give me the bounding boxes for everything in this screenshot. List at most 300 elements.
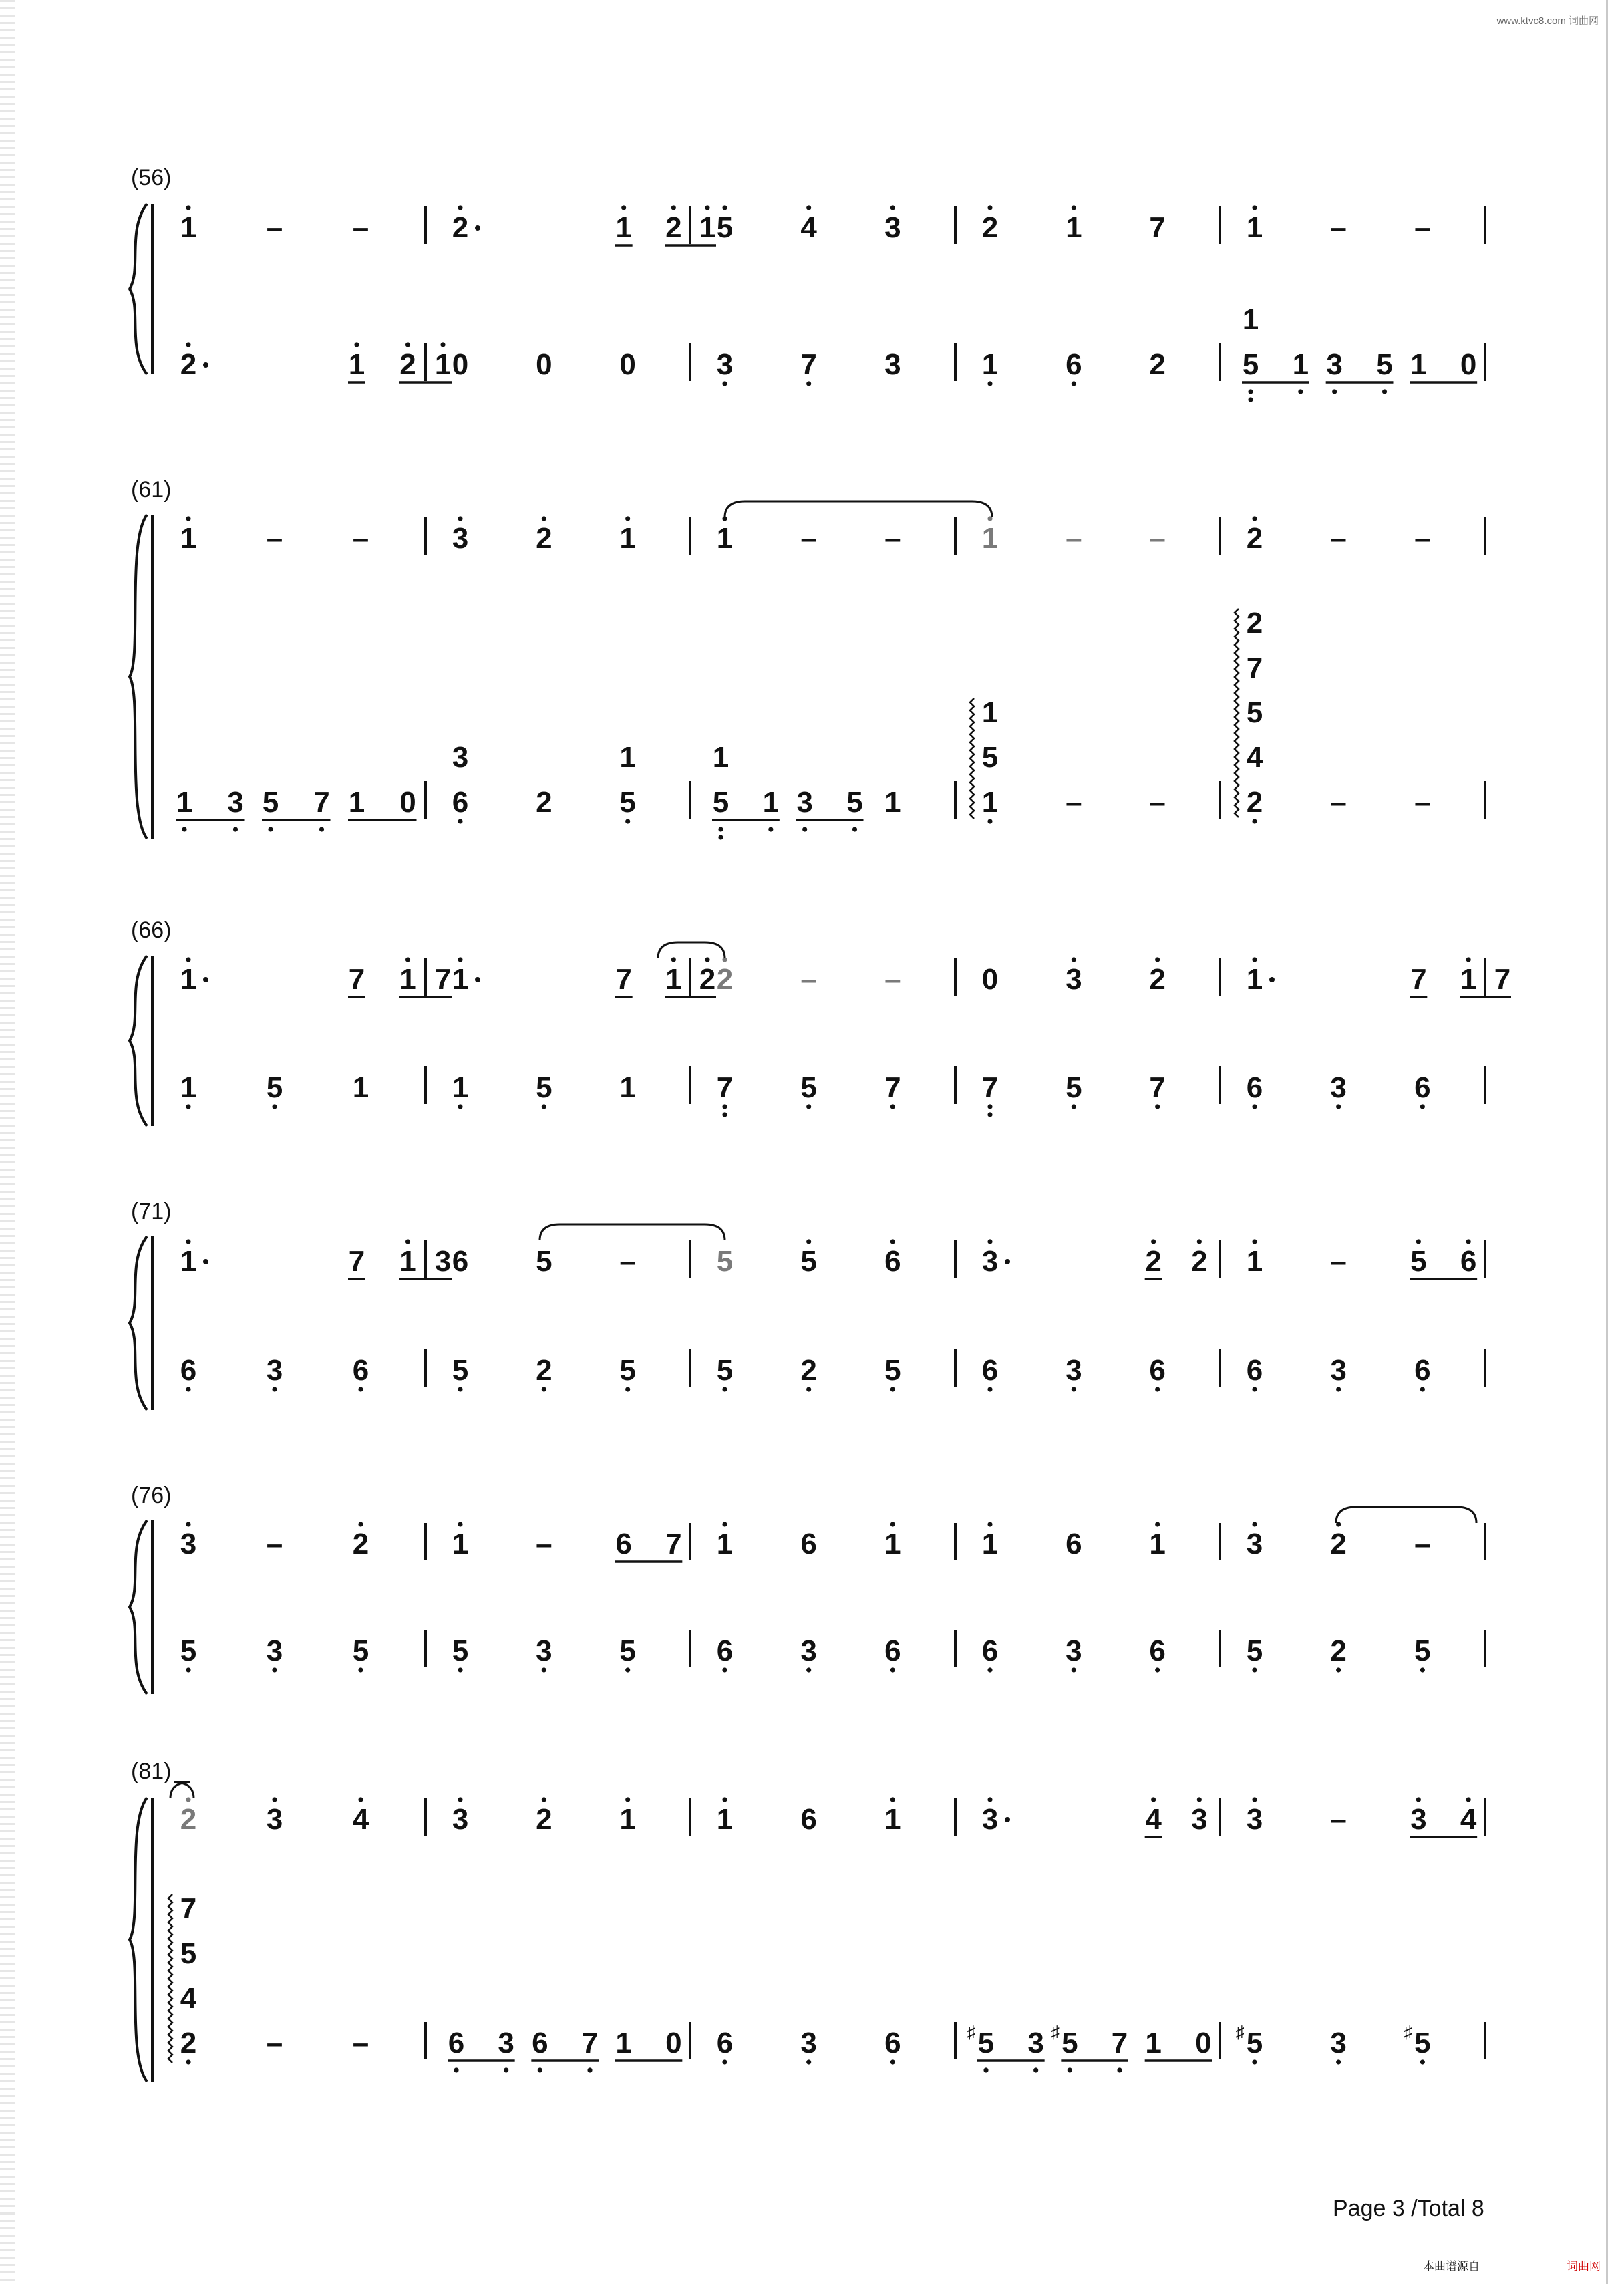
bass-note: 1 [884, 786, 901, 819]
measure-number: (71) [131, 1199, 172, 1224]
treble-note: 1 [884, 1803, 901, 1836]
treble-note: 2 [1330, 1528, 1347, 1560]
bass-octave-dot [272, 1667, 277, 1672]
treble-octave-dot [705, 205, 709, 210]
bass-note: 3 [796, 786, 813, 819]
bass-note: 5 [536, 1071, 552, 1104]
treble-octave-dot [722, 1522, 727, 1526]
bass-note: 5 [1246, 2027, 1263, 2059]
treble-note: 1 [1149, 1528, 1166, 1560]
bass-octave-dot [722, 1112, 727, 1117]
bass-note: 3 [1066, 1354, 1082, 1387]
treble-octave-dot [1252, 1797, 1257, 1802]
bass-chord-note: 7 [180, 1892, 197, 1925]
treble-note: 3 [981, 1803, 999, 1836]
treble-octave-dot [542, 1797, 546, 1802]
treble-note: 6 [452, 1245, 469, 1278]
treble-octave-dot [186, 957, 190, 962]
bass-octave-dot [538, 2067, 542, 2072]
measure-number: (81) [131, 1759, 172, 1784]
treble-note: 3 [1066, 963, 1082, 996]
treble-augment-dot [475, 977, 480, 982]
treble-note: 1 [716, 1803, 734, 1836]
treble-octave-dot [890, 1797, 895, 1802]
treble-note: 1 [619, 1803, 636, 1836]
bass-octave-dot [542, 1667, 546, 1672]
footer-source-text: 本曲谱源自 [1423, 2260, 1480, 2273]
bass-note: 5 [1376, 348, 1393, 381]
bass-note: 1 [1292, 348, 1309, 381]
bass-octave-dot [806, 381, 811, 386]
treble-note: 4 [1460, 1803, 1477, 1836]
treble-note: – [884, 963, 901, 996]
bass-octave-dot [1298, 389, 1303, 394]
bass-note: 7 [981, 1071, 999, 1104]
treble-octave-dot [625, 1797, 630, 1802]
treble-note: 7 [665, 1528, 682, 1560]
treble-note: 7 [434, 963, 452, 996]
treble-octave-dot [1416, 1797, 1421, 1802]
treble-octave-dot [1197, 1797, 1202, 1802]
treble-note: – [884, 522, 901, 555]
bass-note: 6 [1066, 348, 1082, 381]
treble-note: 3 [1246, 1528, 1263, 1560]
treble-octave-dot [186, 1522, 190, 1526]
bass-note: 5 [619, 1634, 636, 1667]
treble-note: 1 [180, 211, 197, 244]
bass-octave-dot [1332, 389, 1337, 394]
tie-slur [658, 942, 725, 958]
bass-octave-dot [458, 1667, 462, 1672]
bass-note: 0 [536, 348, 552, 381]
bass-sharp-sign: ♯ [1235, 2022, 1245, 2042]
treble-octave-dot [1466, 1797, 1471, 1802]
bass-note: 5 [716, 1354, 734, 1387]
bass-note: 6 [1414, 1071, 1431, 1104]
treble-note: 2 [665, 211, 682, 244]
bass-arpeggio-mark [1235, 609, 1239, 817]
bass-note: 5 [846, 786, 863, 819]
treble-octave-dot [405, 1239, 410, 1244]
system-brace [130, 204, 147, 374]
bass-note: – [1149, 786, 1166, 819]
bass-note: 5 [1062, 2027, 1078, 2059]
treble-note: 1 [1460, 963, 1477, 996]
treble-note: 1 [399, 1245, 416, 1278]
bass-octave-dot [722, 381, 727, 386]
treble-note: 5 [716, 211, 734, 244]
bass-octave-dot [806, 1104, 811, 1109]
bass-octave-dot [272, 1387, 277, 1391]
bass-note: 5 [884, 1354, 901, 1387]
treble-note: 7 [615, 963, 632, 996]
bass-octave-dot [890, 1387, 895, 1391]
bass-note: 6 [1246, 1071, 1263, 1104]
treble-octave-dot [458, 1522, 462, 1526]
bass-note: 1 [176, 786, 193, 819]
treble-octave-dot [458, 205, 462, 210]
bass-note: 6 [448, 2027, 465, 2059]
bass-octave-dot [1252, 2059, 1257, 2064]
treble-note: 1 [1246, 963, 1263, 996]
treble-augment-dot [1269, 977, 1275, 982]
treble-note: – [1330, 1245, 1347, 1278]
treble-note: – [800, 522, 817, 555]
bass-note: 1 [180, 1071, 197, 1104]
treble-note: – [266, 211, 283, 244]
treble-note: – [800, 963, 817, 996]
treble-augment-dot [1005, 1259, 1010, 1264]
bass-note: 1 [1410, 348, 1427, 381]
treble-augment-dot [1005, 1817, 1010, 1822]
bass-note: 1 [762, 786, 780, 819]
bass-chord-note: 7 [1246, 652, 1263, 684]
treble-note: 4 [352, 1803, 369, 1836]
bass-note: 5 [452, 1354, 469, 1387]
treble-octave-dot [987, 205, 992, 210]
bass-arpeggio-mark [970, 698, 974, 819]
bass-note: 6 [1149, 1634, 1166, 1667]
measure-number: (66) [131, 917, 172, 943]
bass-octave-dot [718, 835, 723, 839]
bass-octave-dot [890, 2059, 895, 2064]
bass-octave-dot [1420, 2059, 1425, 2064]
treble-octave-dot [890, 1239, 895, 1244]
bass-octave-dot [1336, 1104, 1341, 1109]
bass-octave-dot [1420, 1667, 1425, 1672]
bass-note: 7 [800, 348, 817, 381]
bass-chord-note: 1 [981, 696, 999, 729]
bass-octave-dot [722, 1667, 727, 1672]
treble-note: 1 [399, 963, 416, 996]
bass-note: 3 [800, 1634, 817, 1667]
bass-sharp-sign: ♯ [1403, 2022, 1412, 2042]
treble-note: – [1330, 1803, 1347, 1836]
system-brace [130, 1798, 147, 2082]
bass-octave-dot [587, 2067, 592, 2072]
bass-note: 7 [581, 2027, 599, 2059]
treble-note: 7 [1494, 963, 1511, 996]
bass-note: 0 [399, 786, 416, 819]
system-brace [130, 515, 147, 839]
bass-note: 2 [800, 1354, 817, 1387]
bass-chord-note: 5 [1246, 696, 1263, 729]
treble-octave-dot [1252, 1239, 1257, 1244]
bass-note: 7 [716, 1071, 734, 1104]
treble-octave-dot [625, 516, 630, 521]
treble-note: 3 [1246, 1803, 1263, 1836]
measure-number: (61) [131, 477, 172, 503]
treble-note: 2 [1149, 963, 1166, 996]
bass-note: 0 [452, 348, 469, 381]
bass-chord-note: 4 [180, 1982, 197, 2015]
treble-octave-dot [1151, 1239, 1156, 1244]
treble-note: 5 [800, 1245, 817, 1278]
bass-note: 6 [452, 786, 469, 819]
treble-note: – [1414, 1528, 1431, 1560]
bass-octave-dot [405, 342, 410, 347]
bass-octave-dot [806, 2059, 811, 2064]
bass-note: 3 [227, 786, 244, 819]
bass-octave-dot [722, 1104, 727, 1109]
tie-slur [540, 1224, 725, 1240]
bass-note: 2 [1330, 1634, 1347, 1667]
treble-note: – [266, 1528, 283, 1560]
bass-note: 3 [800, 2027, 817, 2059]
system-brace [130, 1236, 147, 1410]
treble-note: 1 [981, 522, 999, 555]
bass-octave-dot [458, 819, 462, 823]
bass-octave-dot [186, 342, 190, 347]
treble-octave-dot [806, 205, 811, 210]
bass-note: 0 [1460, 348, 1477, 381]
bass-note: – [1330, 786, 1347, 819]
treble-octave-dot [458, 516, 462, 521]
treble-octave-dot [671, 205, 676, 210]
bass-note: 7 [313, 786, 330, 819]
bass-note: – [352, 2027, 369, 2059]
bass-octave-dot [987, 1104, 992, 1109]
treble-octave-dot [272, 1797, 277, 1802]
bass-octave-dot [1155, 1387, 1160, 1391]
treble-octave-dot [458, 1797, 462, 1802]
treble-note: 6 [1066, 1528, 1082, 1560]
treble-note: 7 [348, 1245, 365, 1278]
treble-note: 2 [1145, 1245, 1162, 1278]
treble-octave-dot [186, 516, 190, 521]
bass-note: – [1066, 786, 1082, 819]
bass-octave-dot [1336, 2059, 1341, 2064]
treble-note: 1 [619, 522, 636, 555]
system-brace [130, 1520, 147, 1694]
treble-note: 3 [1410, 1803, 1427, 1836]
bass-octave-dot [1420, 1387, 1425, 1391]
treble-note: 1 [884, 1528, 901, 1560]
bass-octave-dot [987, 1667, 992, 1672]
bass-note: 5 [1242, 348, 1259, 381]
bass-octave-dot [1252, 819, 1257, 823]
bass-note: 6 [1246, 1354, 1263, 1387]
bass-octave-dot [1336, 1667, 1341, 1672]
bass-arpeggio-mark [168, 1894, 172, 2063]
bass-note: 5 [266, 1071, 283, 1104]
bass-note: 5 [262, 786, 279, 819]
bass-note: 6 [1414, 1354, 1431, 1387]
bass-note: 3 [1330, 2027, 1347, 2059]
treble-note: 4 [800, 211, 817, 244]
bass-octave-dot [542, 1387, 546, 1391]
bass-note: 3 [1326, 348, 1343, 381]
treble-octave-dot [987, 1797, 992, 1802]
treble-note: 3 [884, 211, 901, 244]
treble-octave-dot [1466, 957, 1471, 962]
treble-note: 1 [716, 1528, 734, 1560]
treble-note: 1 [1246, 1245, 1263, 1278]
bass-octave-dot [542, 1104, 546, 1109]
bass-note: 6 [180, 1354, 197, 1387]
bass-octave-dot [852, 827, 857, 831]
treble-octave-dot [1252, 205, 1257, 210]
bass-note: 3 [266, 1354, 283, 1387]
bass-note: 6 [716, 2027, 734, 2059]
bass-note: 2 [536, 786, 552, 819]
bass-octave-dot [186, 1387, 190, 1391]
bass-octave-dot [768, 827, 773, 831]
treble-octave-dot [458, 957, 462, 962]
treble-octave-dot [722, 1797, 727, 1802]
bass-octave-dot [1072, 1387, 1076, 1391]
treble-octave-dot [405, 957, 410, 962]
bass-note: 1 [981, 786, 999, 819]
bass-octave-dot [1248, 389, 1253, 394]
treble-note: 5 [716, 1245, 734, 1278]
bass-octave-dot [1155, 1104, 1160, 1109]
bass-chord-note: 1 [712, 741, 729, 774]
bass-note: 5 [619, 1354, 636, 1387]
bass-note: 2 [1246, 786, 1263, 819]
treble-octave-dot [1155, 1522, 1160, 1526]
treble-note: 3 [1191, 1803, 1208, 1836]
treble-note: 1 [180, 1245, 197, 1278]
bass-octave-dot [890, 1667, 895, 1672]
treble-octave-dot [806, 1239, 811, 1244]
treble-note: 1 [981, 1528, 999, 1560]
treble-octave-dot [186, 1797, 190, 1802]
bass-note: 5 [977, 2027, 995, 2059]
treble-octave-dot [671, 957, 676, 962]
treble-octave-dot [987, 1522, 992, 1526]
treble-note: 1 [1066, 211, 1082, 244]
tie-slur [725, 501, 992, 517]
bass-augment-dot [203, 362, 208, 368]
bass-note: 3 [1330, 1071, 1347, 1104]
bass-note: 3 [536, 1634, 552, 1667]
treble-note: 7 [348, 963, 365, 996]
bass-octave-dot [718, 827, 723, 831]
treble-note: 6 [800, 1803, 817, 1836]
bass-note: 7 [1111, 2027, 1128, 2059]
tie-slur [170, 1782, 194, 1798]
bass-octave-dot [802, 827, 807, 831]
treble-note: 1 [665, 963, 682, 996]
bass-octave-dot [1420, 1104, 1425, 1109]
treble-octave-dot [722, 205, 727, 210]
bass-note: 3 [1330, 1354, 1347, 1387]
bass-note: 5 [1246, 1634, 1263, 1667]
bass-octave-dot [458, 1104, 462, 1109]
treble-note: 3 [452, 522, 469, 555]
bass-octave-dot [1072, 381, 1076, 386]
bass-octave-dot [625, 1387, 630, 1391]
treble-octave-dot [1252, 516, 1257, 521]
bass-note: 6 [884, 2027, 901, 2059]
treble-note: 0 [981, 963, 999, 996]
treble-augment-dot [475, 225, 480, 231]
bass-octave-dot [358, 1667, 363, 1672]
treble-octave-dot [1416, 1239, 1421, 1244]
bass-note: 3 [266, 1634, 283, 1667]
bass-octave-dot [268, 827, 273, 831]
bass-chord-note: 1 [619, 741, 636, 774]
treble-octave-dot [358, 1522, 363, 1526]
measure-number: (76) [131, 1483, 172, 1508]
bass-note: 1 [615, 2027, 632, 2059]
treble-note: 1 [1246, 211, 1263, 244]
tie-slur [1336, 1507, 1476, 1523]
treble-note: 2 [536, 522, 552, 555]
bass-note: 1 [352, 1071, 369, 1104]
treble-note: 6 [615, 1528, 632, 1560]
bass-octave-dot [806, 1667, 811, 1672]
treble-note: 2 [180, 1803, 197, 1836]
bass-octave-dot [1072, 1667, 1076, 1672]
treble-note: 5 [536, 1245, 552, 1278]
treble-octave-dot [1252, 957, 1257, 962]
bass-note: 5 [619, 786, 636, 819]
treble-octave-dot [890, 205, 895, 210]
treble-note: 2 [452, 211, 469, 244]
treble-note: 3 [981, 1245, 999, 1278]
bass-note: 5 [1066, 1071, 1082, 1104]
bass-note: 3 [884, 348, 901, 381]
system-brace [130, 956, 147, 1126]
bass-note: 6 [1149, 1354, 1166, 1387]
treble-note: – [1149, 522, 1166, 555]
bass-octave-dot [440, 342, 445, 347]
bass-note: 0 [665, 2027, 682, 2059]
bass-octave-dot [319, 827, 324, 831]
bass-note: 2 [536, 1354, 552, 1387]
bass-octave-dot [458, 1387, 462, 1391]
treble-note: – [1414, 522, 1431, 555]
treble-note: – [1066, 522, 1082, 555]
bass-note: 3 [1027, 2027, 1044, 2059]
treble-octave-dot [1072, 957, 1076, 962]
bass-note: 3 [498, 2027, 514, 2059]
treble-note: 3 [452, 1803, 469, 1836]
page-number: Page 3 /Total 8 [1333, 2196, 1484, 2221]
treble-note: 6 [884, 1245, 901, 1278]
bass-octave-dot [186, 1104, 190, 1109]
treble-note: 2 [699, 963, 716, 996]
bass-sharp-sign: ♯ [1050, 2022, 1060, 2042]
bass-octave-dot [722, 1387, 727, 1391]
bass-note: 1 [619, 1071, 636, 1104]
treble-note: – [352, 211, 369, 244]
bass-octave-dot [186, 2059, 190, 2064]
treble-note: 2 [536, 1803, 552, 1836]
treble-note: 6 [1460, 1245, 1477, 1278]
treble-augment-dot [203, 1259, 208, 1264]
bass-octave-dot [1117, 2067, 1122, 2072]
bass-octave-dot [1252, 1667, 1257, 1672]
bass-octave-dot [806, 1387, 811, 1391]
bass-octave-dot [1336, 1387, 1341, 1391]
bass-note: 1 [452, 1071, 469, 1104]
treble-note: 2 [716, 963, 734, 996]
bass-octave-dot [354, 342, 359, 347]
treble-note: 1 [452, 1528, 469, 1560]
bass-note: 6 [352, 1354, 369, 1387]
bass-note: 7 [884, 1071, 901, 1104]
measure-number: (56) [131, 165, 172, 190]
bass-sharp-sign: ♯ [967, 2022, 976, 2042]
bass-octave-dot [987, 1387, 992, 1391]
bass-note: 1 [348, 786, 365, 819]
bass-note: 1 [1145, 2027, 1162, 2059]
bass-note: 5 [712, 786, 729, 819]
treble-octave-dot [186, 205, 190, 210]
